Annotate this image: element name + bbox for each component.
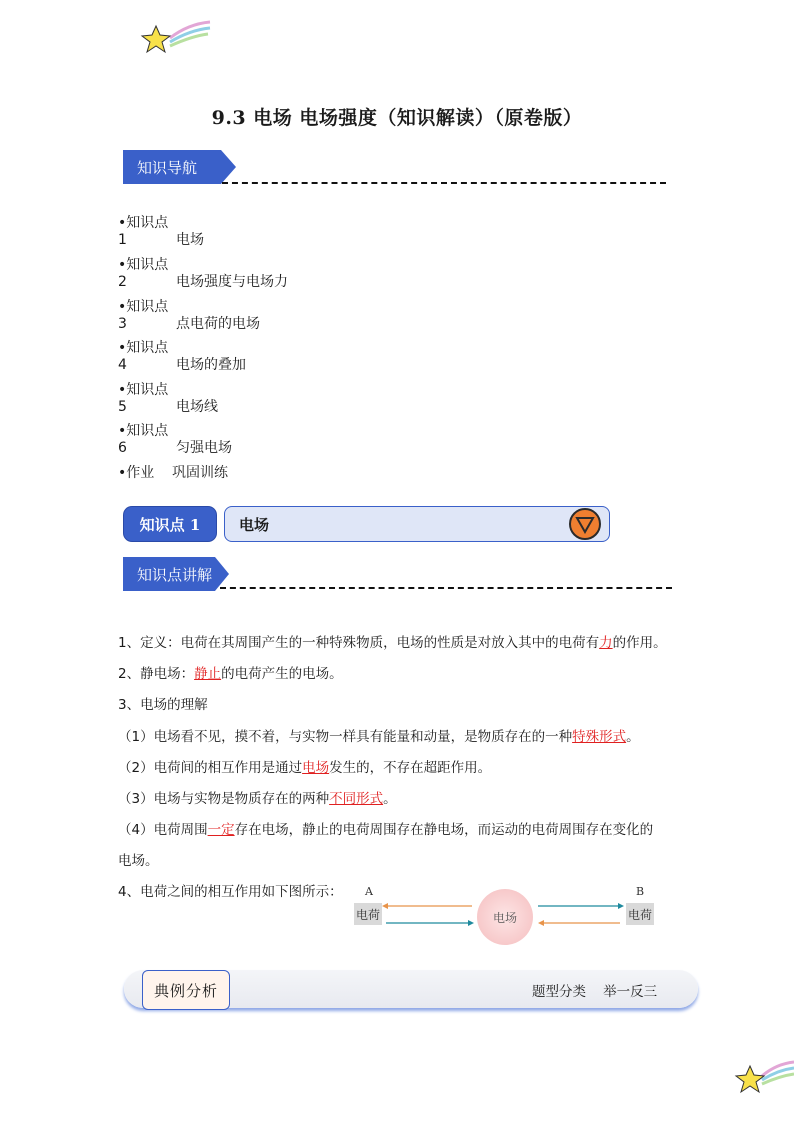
nav-header-ribbon <box>123 150 236 184</box>
nav-item[interactable] <box>118 420 232 457</box>
understanding-item-2: （2）电荷间的相互作用是通过电场发生的，不存在超距作用。 <box>118 760 492 776</box>
label-b: B <box>636 885 645 898</box>
nav-item[interactable] <box>118 462 228 482</box>
nav-item-number: •知识点 2 <box>118 257 169 290</box>
nav-item[interactable] <box>118 337 246 374</box>
understanding-item-4: （4）电荷周围一定存在电场，静止的电荷周围存在静电场，而运动的电荷周围存在变化的 <box>118 822 654 838</box>
nav-item-label: 电场强度与电场力 <box>176 274 288 290</box>
nav-item-number: •作业 <box>118 465 155 481</box>
static-field-line: 2、静电场：静止的电荷产生的电场。 <box>118 666 343 682</box>
nav-item-label: 电场线 <box>176 399 218 415</box>
nav-item-label: 电场 <box>176 232 204 248</box>
knowledge-point-title <box>224 506 610 542</box>
shooting-star-icon <box>140 18 212 58</box>
nav-item[interactable] <box>118 212 204 249</box>
expand-button[interactable] <box>569 508 601 540</box>
page-title: 9.3 电场 电场强度（知识解读）（原卷版） <box>211 107 583 129</box>
nav-item-label: 匀强电场 <box>176 440 232 456</box>
nav-item-label: 点电荷的电场 <box>176 316 260 332</box>
knowledge-point-name: 电场 <box>239 515 270 534</box>
label-a: A <box>365 885 373 898</box>
interaction-line: 4、电荷之间的相互作用如下图所示： <box>118 884 343 900</box>
charge-b: 电荷 <box>626 903 654 925</box>
field-label: 电场 <box>492 910 517 925</box>
divider <box>220 587 672 589</box>
nav-item-label: 电场的叠加 <box>176 357 246 373</box>
nav-header: 知识导航 <box>137 158 198 177</box>
nav-item-number: •知识点 4 <box>118 340 169 373</box>
nav-item[interactable] <box>118 296 260 333</box>
understanding-item-1: （1）电场看不见，摸不着，与实物一样具有能量和动量，是物质存在的一种特殊形式。 <box>118 729 640 745</box>
nav-item-number: •知识点 1 <box>118 215 169 248</box>
triangle-down-icon <box>571 510 599 538</box>
understanding-item-3: （3）电场与实物是物质存在的两种不同形式。 <box>118 791 397 807</box>
nav-item-number: •知识点 5 <box>118 382 169 415</box>
charge-a: 电荷 <box>354 903 382 925</box>
nav-item[interactable] <box>118 254 288 291</box>
nav-item-number: •知识点 6 <box>118 423 169 456</box>
example-tag: 典例分析 <box>142 970 230 1010</box>
understanding-item-4-cont: 电场。 <box>118 853 159 869</box>
shooting-star-icon <box>734 1056 794 1096</box>
interaction-arrows <box>380 898 630 934</box>
nav-item[interactable] <box>118 379 218 416</box>
nav-item-label: 巩固训练 <box>172 465 228 481</box>
knowledge-point-label: 知识点 1 <box>124 507 216 541</box>
nav-item-number: •知识点 3 <box>118 299 169 332</box>
definition-line: 1、定义：电荷在其周围产生的一种特殊物质，电场的性质是对放入其中的电荷有力的作用。 <box>118 635 667 651</box>
understanding-heading: 3、电场的理解 <box>118 697 208 713</box>
divider <box>222 182 666 184</box>
explain-header-ribbon <box>123 557 229 591</box>
explain-header: 知识点讲解 <box>137 565 213 584</box>
example-subtitle: 题型分类 举一反三 <box>532 984 658 1000</box>
